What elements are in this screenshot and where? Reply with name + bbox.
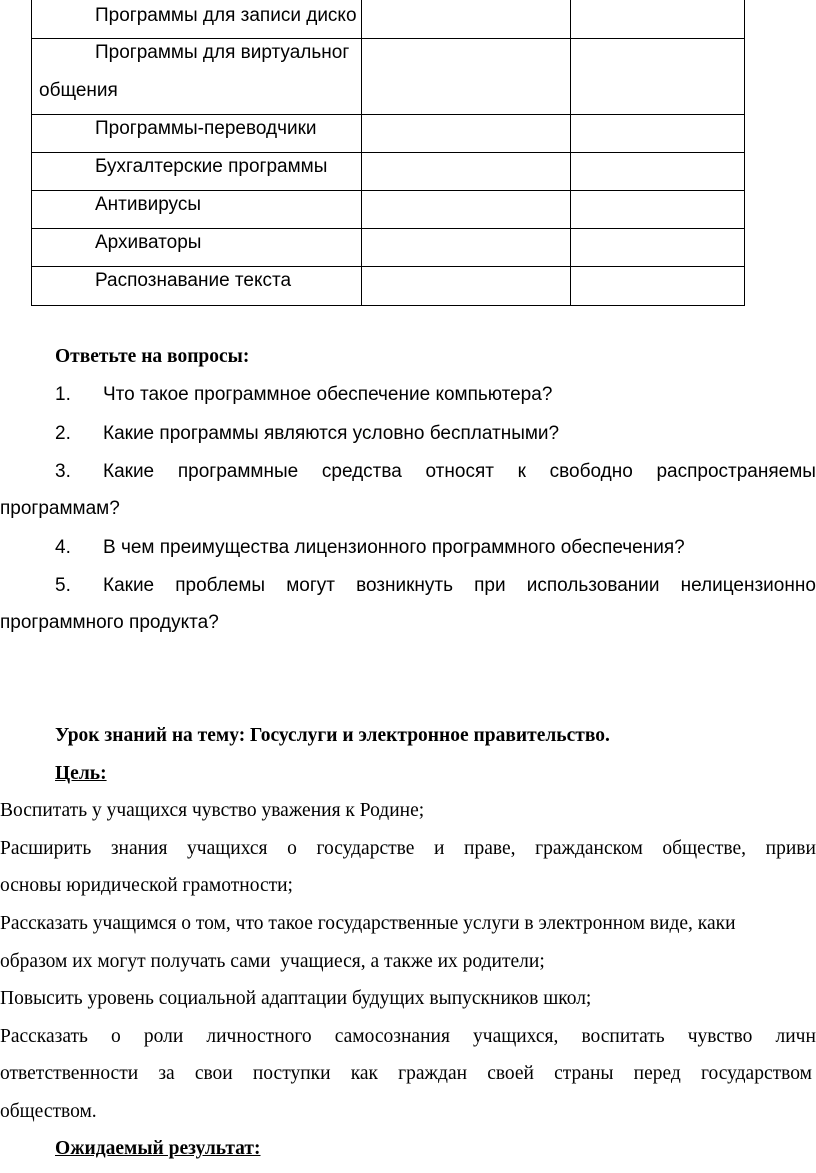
word: и bbox=[433, 838, 445, 859]
question-text: В чем преимущества лицензионного программного обеспечения? bbox=[103, 537, 685, 558]
table-cell-label: Программы для виртуальног bbox=[95, 42, 350, 63]
word: роли bbox=[143, 1026, 184, 1047]
word: личн bbox=[775, 1026, 816, 1047]
goal-paragraph-cont: образом их могут получать сами учащиеся, а также их родители; bbox=[0, 951, 545, 972]
word: гражданском bbox=[535, 838, 643, 859]
word: о bbox=[111, 1026, 121, 1047]
goal-paragraph: Повысить уровень социальной адаптации будущих выпускников школ; bbox=[0, 988, 592, 1009]
table-cell-empty bbox=[361, 38, 571, 115]
table-row bbox=[31, 38, 362, 115]
table-cell-empty bbox=[570, 190, 745, 229]
table-row bbox=[31, 152, 362, 191]
word: учащихся, bbox=[473, 1026, 559, 1047]
question-text-cont: программного продукта? bbox=[0, 612, 219, 633]
table-cell-empty bbox=[570, 152, 745, 191]
word: Какие bbox=[103, 575, 155, 596]
table-cell-empty bbox=[570, 38, 745, 115]
word: проблемы bbox=[175, 575, 266, 596]
table-cell-empty bbox=[361, 152, 571, 191]
result-label: Ожидаемый результат: bbox=[55, 1138, 261, 1159]
table-cell-empty bbox=[361, 114, 571, 153]
table-cell-empty bbox=[570, 0, 745, 39]
word: приви bbox=[765, 838, 816, 859]
word: государством bbox=[700, 1063, 812, 1084]
goal-paragraph-cont: основы юридической грамотности; bbox=[0, 875, 293, 896]
table-cell-label: Бухгалтерские программы bbox=[95, 156, 328, 177]
question-number: 3. bbox=[55, 461, 71, 482]
goal-paragraph-cont: обществом. bbox=[0, 1101, 97, 1122]
word: возникнуть bbox=[356, 575, 454, 596]
word: чувство bbox=[687, 1026, 753, 1047]
word: распространяемы bbox=[656, 461, 816, 482]
word: Какие bbox=[103, 461, 155, 482]
question-number: 5. bbox=[55, 575, 71, 596]
word: относят bbox=[425, 461, 494, 482]
table-cell-label: Распознавание текста bbox=[95, 270, 292, 291]
table-row bbox=[31, 190, 362, 229]
table-cell-empty bbox=[361, 266, 571, 306]
question-text bbox=[103, 461, 816, 483]
table-row bbox=[31, 114, 362, 153]
word: знания bbox=[110, 838, 168, 859]
word: к bbox=[517, 461, 526, 482]
word: при bbox=[474, 575, 506, 596]
goal-paragraph-line2 bbox=[0, 1063, 812, 1085]
word: ответственности bbox=[0, 1063, 139, 1084]
table-cell-empty bbox=[361, 228, 571, 267]
table-cell-label: Программы для записи диско bbox=[95, 5, 357, 26]
question-number: 2. bbox=[55, 423, 71, 444]
word: воспитать bbox=[581, 1026, 665, 1047]
word: нелицензионно bbox=[680, 575, 816, 596]
word: использовании bbox=[526, 575, 660, 596]
word: поступки bbox=[252, 1063, 331, 1084]
word: могут bbox=[286, 575, 335, 596]
table-cell-label: Архиваторы bbox=[95, 232, 202, 253]
word: праве, bbox=[464, 838, 516, 859]
word: государстве bbox=[316, 838, 415, 859]
goal-label: Цель: bbox=[55, 763, 107, 784]
word: граждан bbox=[398, 1063, 468, 1084]
word: самосознания bbox=[334, 1026, 450, 1047]
word: программные bbox=[177, 461, 299, 482]
question-number: 1. bbox=[55, 384, 71, 405]
table-cell-empty bbox=[361, 0, 571, 39]
word: обществе, bbox=[662, 838, 747, 859]
question-text: Что такое программное обеспечение компьютера? bbox=[103, 384, 553, 405]
table-row bbox=[31, 228, 362, 267]
word: учащихся bbox=[187, 838, 268, 859]
table-cell-empty bbox=[361, 190, 571, 229]
table-cell-label-cont: общения bbox=[39, 80, 118, 101]
table-row bbox=[31, 0, 362, 39]
goal-paragraph: Воспитать у учащихся чувство уважения к Родине; bbox=[0, 800, 425, 821]
question-text bbox=[103, 575, 816, 597]
table-cell-empty bbox=[570, 114, 745, 153]
word: свои bbox=[194, 1063, 233, 1084]
word: свободно bbox=[549, 461, 633, 482]
table-cell-empty bbox=[570, 228, 745, 267]
question-text-cont: программам? bbox=[0, 498, 120, 519]
table-cell-label: Программы-переводчики bbox=[95, 118, 317, 139]
question-number: 4. bbox=[55, 537, 71, 558]
goal-paragraph: Рассказать учащимся о том, что такое государственные услуги в электронном виде, каки bbox=[0, 913, 736, 934]
goal-paragraph bbox=[0, 838, 816, 860]
word: за bbox=[158, 1063, 175, 1084]
word: своей bbox=[487, 1063, 534, 1084]
lesson-title: Урок знаний на тему: Госуслуги и электронное правительство. bbox=[55, 725, 610, 746]
word: Рассказать bbox=[0, 1026, 88, 1047]
software-table bbox=[31, 0, 745, 306]
word: перед bbox=[633, 1063, 681, 1084]
word: о bbox=[287, 838, 297, 859]
table-row bbox=[31, 266, 362, 306]
word: страны bbox=[554, 1063, 614, 1084]
word: средства bbox=[321, 461, 402, 482]
table-cell-label: Антивирусы bbox=[95, 194, 201, 215]
word: Расширить bbox=[0, 838, 92, 859]
word: как bbox=[350, 1063, 379, 1084]
table-cell-empty bbox=[570, 266, 745, 306]
goal-paragraph bbox=[0, 1026, 816, 1048]
question-text: Какие программы являются условно бесплатными? bbox=[103, 423, 560, 444]
word: личностного bbox=[206, 1026, 312, 1047]
questions-heading: Ответьте на вопросы: bbox=[55, 346, 250, 367]
